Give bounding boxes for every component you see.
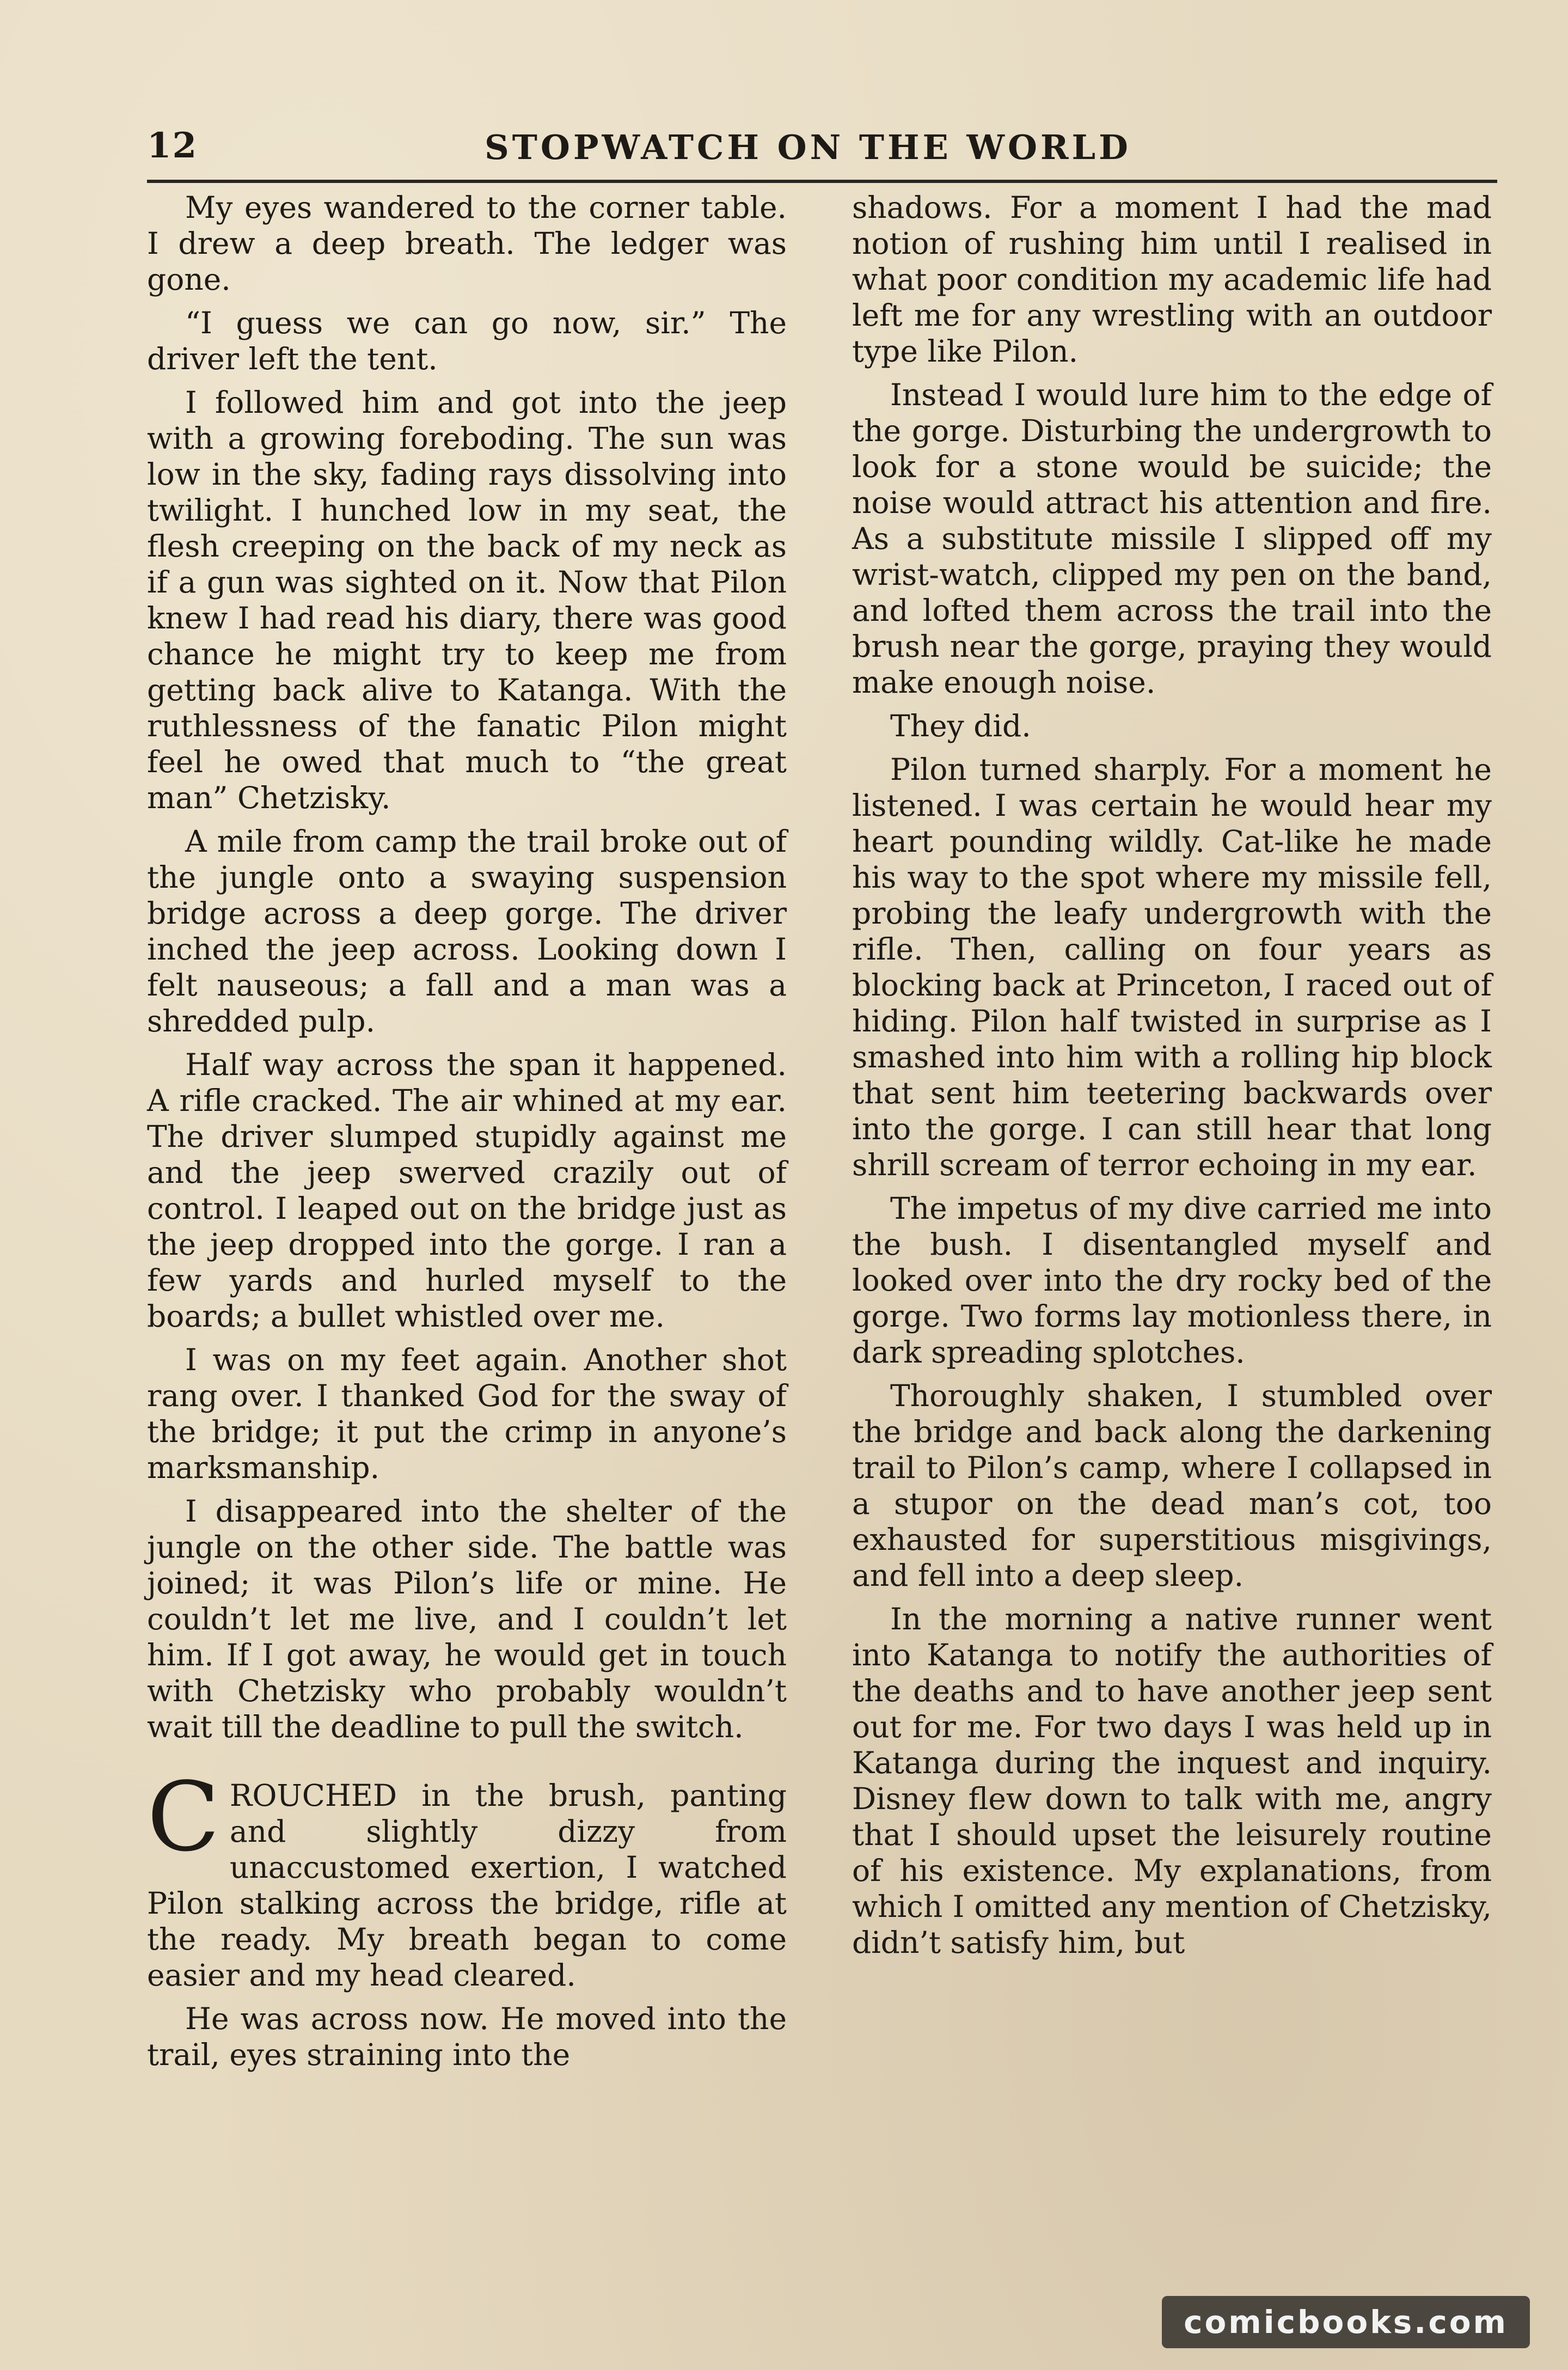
- site-watermark: comicbooks.com: [1162, 2296, 1530, 2348]
- drop-cap: C: [147, 1762, 220, 1873]
- paragraph: I followed him and got into the jeep with a growing foreboding. The sun was low in the sky, fading rays dissolving into twilight. I hunched low in my seat, the flesh creeping on the back of my neck as if a gun was sighted on it. Now that Pilon knew I had read his diary, there was good chance he might try to keep me from getting back alive to Katanga. With the ruthlessness of the fanatic Pilon might feel he owed that much to “the great man” Chetzisky.: [147, 385, 787, 815]
- page-header: [147, 120, 1497, 183]
- section-break: [147, 1762, 787, 2073]
- paragraph: I disappeared into the shelter of the jungle on the other side. The battle was joined; it was Pilon’s life or mine. He couldn’t let me live, and I couldn’t let him. If I got away, he would get in touch with Chetzisky who probably wouldn’t wait till the deadline to pull the switch.: [147, 1494, 787, 1744]
- paragraph: I was on my feet again. Another shot rang over. I thanked God for the sway of the bridge; it put the crimp in anyone’s marksmanship.: [147, 1342, 787, 1485]
- paragraph: My eyes wandered to the corner table. I drew a deep breath. The ledger was gone.: [147, 190, 787, 297]
- right-column: [852, 190, 1492, 1968]
- paragraph: Thoroughly shaken, I stumbled over the bridge and back along the darkening trail to Pilon’s camp, where I collapsed in a stupor on the dead man’s cot, too exhausted for superstitious misgivings, and fell into a deep sleep.: [852, 1378, 1492, 1593]
- page-number: 12: [147, 125, 198, 166]
- section-opening-paragraph: [147, 1762, 787, 1993]
- running-title: STOPWATCH ON THE WORLD: [485, 127, 1131, 167]
- continued-paragraph: shadows. For a moment I had the mad notion of rushing him until I realised in what poor condition my academic life had left me for any wrestling with an outdoor type like Pilon.: [852, 190, 1492, 369]
- paragraph: Instead I would lure him to the edge of the gorge. Disturbing the undergrowth to look for a stone would be suicide; the noise would attract his attention and fire. As a substitute missile I slipped off my wrist-watch, clipped my pen on the band, and lofted them across the trail into the brush near the gorge, praying they would make enough noise.: [852, 377, 1492, 700]
- paragraph: Half way across the span it happened. A rifle cracked. The air whined at my ear. The driver slumped stupidly against me and the jeep swerved crazily out of control. I leaped out on the bridge just as the jeep dropped into the gorge. I ran a few yards and hurled myself to the boards; a bullet whistled over me.: [147, 1047, 787, 1334]
- paragraph: A mile from camp the trail broke out of the jungle onto a swaying suspension bridge across a deep gorge. The driver inched the jeep across. Looking down I felt nauseous; a fall and a man was a shredded pulp.: [147, 824, 787, 1039]
- paragraph: In the morning a native runner went into Katanga to notify the authorities of the deaths and to have another jeep sent out for me. For two days I was held up in Katanga during the inquest and inquiry. Disney flew down to talk with me, angry that I should upset the leisurely routine of his existence. My explanations, from which I omitted any mention of Chetzisky, didn’t satisfy him, but: [852, 1602, 1492, 1960]
- left-column: [147, 190, 787, 2080]
- opening-text: ROUCHED in the brush, panting and slightly dizzy from unaccustomed exertion, I watched Pilon stalking across the bridge, rifle at the ready. My breath began to come easier and my head cleared.: [147, 1778, 787, 1993]
- paragraph: The impetus of my dive carried me into the bush. I disentangled myself and looked over into the dry rocky bed of the gorge. Two forms lay motionless there, in dark spreading splotches.: [852, 1191, 1492, 1370]
- paragraph: “I guess we can go now, sir.” The driver left the tent.: [147, 306, 787, 376]
- paragraph: Pilon turned sharply. For a moment he listened. I was certain he would hear my heart pounding wildly. Cat-like he made his way to the spot where my missile fell, probing the leafy undergrowth with the rifle. Then, calling on four years as blocking back at Princeton, I raced out of hiding. Pilon half twisted in surprise as I smashed into him with a rolling hip block that sent him teetering backwards over into the gorge. I can still hear that long shrill scream of terror echoing in my ear.: [852, 752, 1492, 1182]
- paragraph: He was across now. He moved into the trail, eyes straining into the: [147, 2001, 787, 2072]
- paragraph: They did.: [890, 708, 1031, 743]
